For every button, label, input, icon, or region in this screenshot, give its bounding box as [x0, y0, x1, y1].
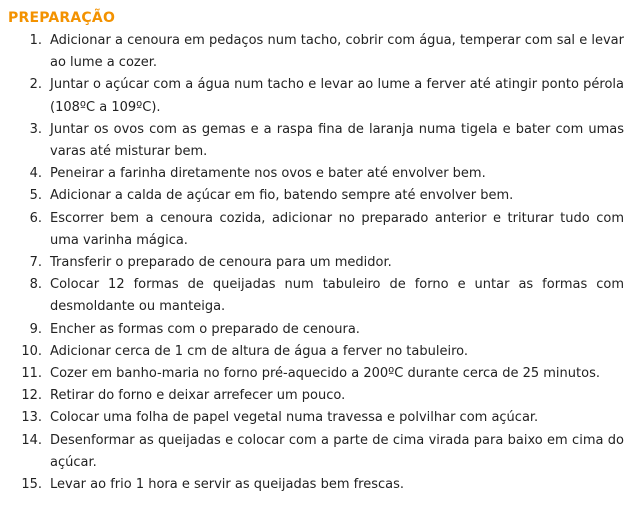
- step-text: Colocar uma folha de papel vegetal numa travessa e polvilhar com açúcar.: [50, 410, 539, 426]
- step-number: 13.: [21, 410, 42, 426]
- step-item: [8, 430, 624, 474]
- step-number: 1.: [29, 33, 42, 48]
- step-item: [8, 385, 624, 407]
- step-number: 3.: [29, 121, 42, 137]
- step-item: [8, 341, 624, 363]
- step-item: [8, 319, 624, 341]
- preparation-section: [8, 8, 624, 496]
- section-heading: PREPARAÇÃO: [8, 10, 116, 26]
- step-number: 14.: [21, 432, 42, 448]
- step-number: 4.: [29, 166, 42, 182]
- step-number: 8.: [29, 277, 42, 293]
- step-text: Peneirar a farinha diretamente nos ovos e bater até envolver bem.: [50, 166, 486, 182]
- step-text: Encher as formas com o preparado de cenoura.: [50, 321, 360, 337]
- step-item: [8, 274, 624, 318]
- step-item: [8, 363, 624, 385]
- step-text: Escorrer bem a cenoura cozida, adicionar no preparado anterior e triturar tudo com uma varinha mágica.: [50, 210, 624, 248]
- step-item: [8, 474, 624, 496]
- step-text: Cozer em banho-maria no forno pré-aquecido a 200ºC durante cerca de 25 minutos.: [50, 366, 600, 382]
- steps-list: [8, 30, 624, 496]
- step-text: Juntar o açúcar com a água num tacho e levar ao lume a ferver até atingir ponto pérola (108ºC a 109ºC).: [50, 77, 624, 115]
- step-text: Levar ao frio 1 hora e servir as queijadas bem frescas.: [50, 477, 405, 493]
- step-number: 2.: [29, 77, 42, 93]
- step-item: [8, 208, 624, 252]
- step-text: Colocar 12 formas de queijadas num tabuleiro de forno e untar as formas com desmoldante ou manteiga.: [50, 277, 624, 315]
- step-number: 6.: [29, 210, 42, 226]
- step-number: 12.: [21, 388, 42, 404]
- step-number: 5.: [29, 188, 42, 204]
- step-item: [8, 74, 624, 118]
- step-text: Retirar do forno e deixar arrefecer um pouco.: [50, 388, 346, 404]
- step-item: [8, 30, 624, 74]
- step-text: Juntar os ovos com as gemas e a raspa fina de laranja numa tigela e bater com umas varas até misturar bem.: [50, 121, 624, 160]
- step-item: [8, 407, 624, 429]
- step-number: 9.: [29, 321, 42, 337]
- step-text: Adicionar a calda de açúcar em fio, batendo sempre até envolver bem.: [50, 188, 514, 204]
- step-item: [8, 252, 624, 274]
- step-text: Adicionar a cenoura em pedaços num tacho, cobrir com água, temperar com sal e levar ao lume a cozer.: [50, 33, 624, 71]
- step-text: Adicionar cerca de 1 cm de altura de água a ferver no tabuleiro.: [50, 343, 468, 359]
- step-item: [8, 163, 624, 185]
- step-text: Desenformar as queijadas e colocar com a parte de cima virada para baixo em cima do açúcar.: [50, 432, 624, 470]
- step-number: 10.: [21, 343, 42, 359]
- step-number: 7.: [29, 255, 42, 271]
- step-number: 11.: [21, 366, 42, 382]
- step-number: 15.: [21, 477, 42, 493]
- step-item: [8, 185, 624, 207]
- step-text: Transferir o preparado de cenoura para um medidor.: [50, 255, 392, 271]
- step-item: [8, 119, 624, 163]
